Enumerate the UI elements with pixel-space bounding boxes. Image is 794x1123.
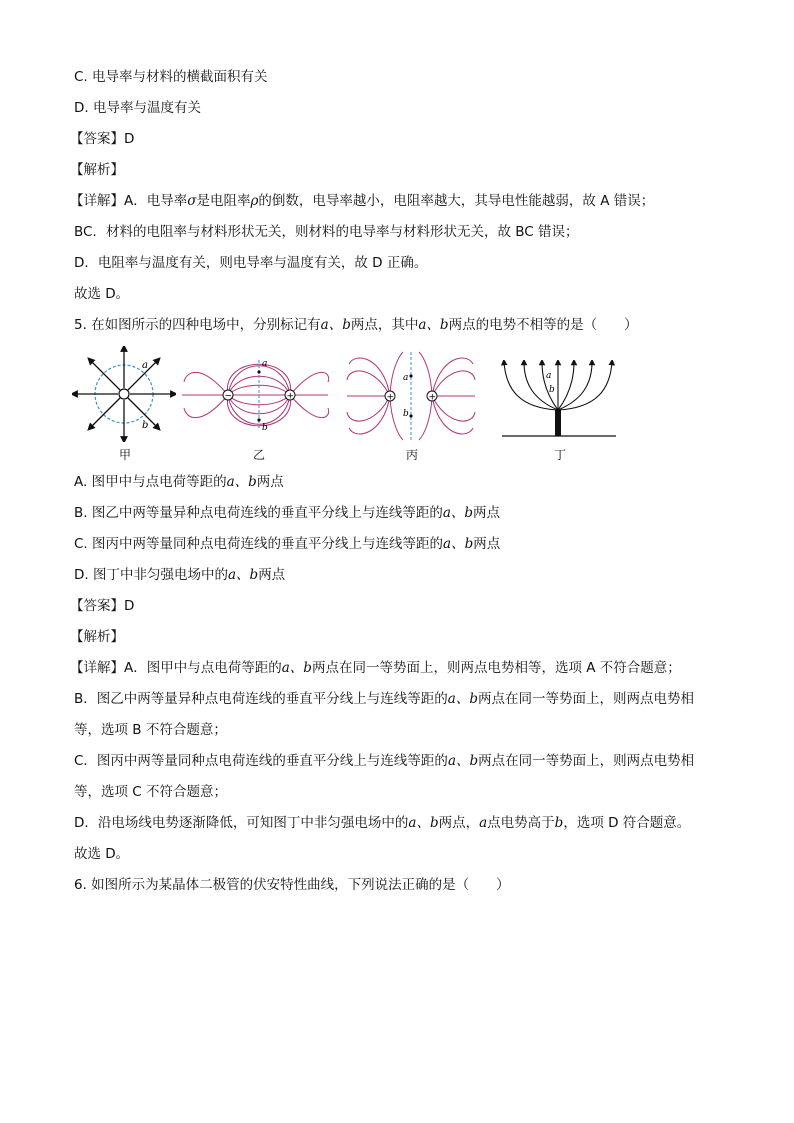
svg-text:−: − [224, 391, 233, 402]
q5-option-a: A. 图甲中与点电荷等距的a、b两点 [74, 474, 284, 490]
q6-stem: 6. 如图所示为某晶体二极管的伏安特性曲线，下列说法正确的是（ ） [74, 877, 510, 893]
svg-text:a: a [262, 359, 268, 369]
figure-jia [72, 346, 176, 442]
rho-symbol: ρ [250, 193, 259, 209]
q4-explanation-4: 故选 D。 [74, 286, 130, 302]
q5-explanation-a: 【详解】A．图甲中与点电荷等距的a、b两点在同一等势面上，则两点电势相等，选项 A 不符合题意； [70, 660, 681, 676]
q5-answer: 【答案】D [70, 598, 135, 614]
q5-explanation-b-cont: 等，选项 B 不符合题意； [74, 722, 227, 738]
q4-option-d: D. 电导率与温度有关 [74, 100, 201, 116]
q4-answer: 【答案】D [70, 131, 135, 147]
q5-explanation-d: D．沿电场线电势逐渐降低，可知图丁中非匀强电场中的a、b两点，a点电势高于b，选项 D 符合题意。 [74, 815, 691, 831]
q4-explanation-3: D．电阻率与温度有关，则电导率与温度有关，故 D 正确。 [74, 255, 428, 271]
svg-text:a: a [403, 373, 409, 383]
sigma-symbol: σ [187, 193, 197, 209]
svg-text:+: + [428, 392, 437, 403]
figure-label-ding: 丁 [554, 448, 567, 462]
svg-text:b: b [262, 423, 268, 433]
svg-text:+: + [386, 392, 395, 403]
svg-text:+: + [286, 391, 295, 402]
q5-option-b: B. 图乙中两等量异种点电荷连线的垂直平分线上与连线等距的a、b两点 [74, 505, 501, 521]
q5-explanation-b: B．图乙中两等量异种点电荷连线的垂直平分线上与连线等距的a、b两点在同一等势面上，则两点电势相 [74, 691, 694, 707]
figure-yi [180, 352, 330, 438]
q5-option-c: C. 图丙中两等量同种点电荷连线的垂直平分线上与连线等距的a、b两点 [74, 536, 501, 552]
q5-stem: 5. 在如图所示的四种电场中，分别标记有a、b两点，其中a、b两点的电势不相等的是（ ） [74, 317, 638, 333]
q5-explanation-c: C．图丙中两等量同种点电荷连线的垂直平分线上与连线等距的a、b两点在同一等势面上，则两点电势相 [74, 753, 695, 769]
svg-text:b: b [549, 385, 555, 395]
svg-text:b: b [142, 420, 149, 431]
svg-text:b: b [403, 409, 409, 419]
figure-label-jia: 甲 [119, 448, 132, 462]
svg-text:a: a [546, 371, 552, 381]
svg-text:a: a [142, 360, 148, 371]
q5-explanation-c-cont: 等，选项 C 不符合题意； [74, 784, 228, 800]
figure-label-bing: 丙 [406, 448, 419, 462]
q4-explanation-2: BC．材料的电阻率与材料形状无关，则材料的电导率与材料形状无关，故 BC 错误； [74, 224, 579, 240]
q5-option-d: D. 图丁中非匀强电场中的a、b两点 [74, 567, 286, 583]
figure-bing [345, 350, 477, 442]
q5-conclusion: 故选 D。 [74, 846, 130, 862]
q4-analysis-heading: 【解析】 [70, 162, 124, 178]
q5-analysis-heading: 【解析】 [70, 629, 124, 645]
figure-ding [500, 360, 618, 440]
q4-option-c: C. 电导率与材料的横截面积有关 [74, 69, 268, 85]
q4-explanation-1: 【详解】A．电导率σ是电阻率ρ的倒数，电导率越小，电阻率越大，其导电性能越弱，故 A 错误； [70, 193, 655, 209]
figure-label-yi: 乙 [253, 448, 266, 462]
